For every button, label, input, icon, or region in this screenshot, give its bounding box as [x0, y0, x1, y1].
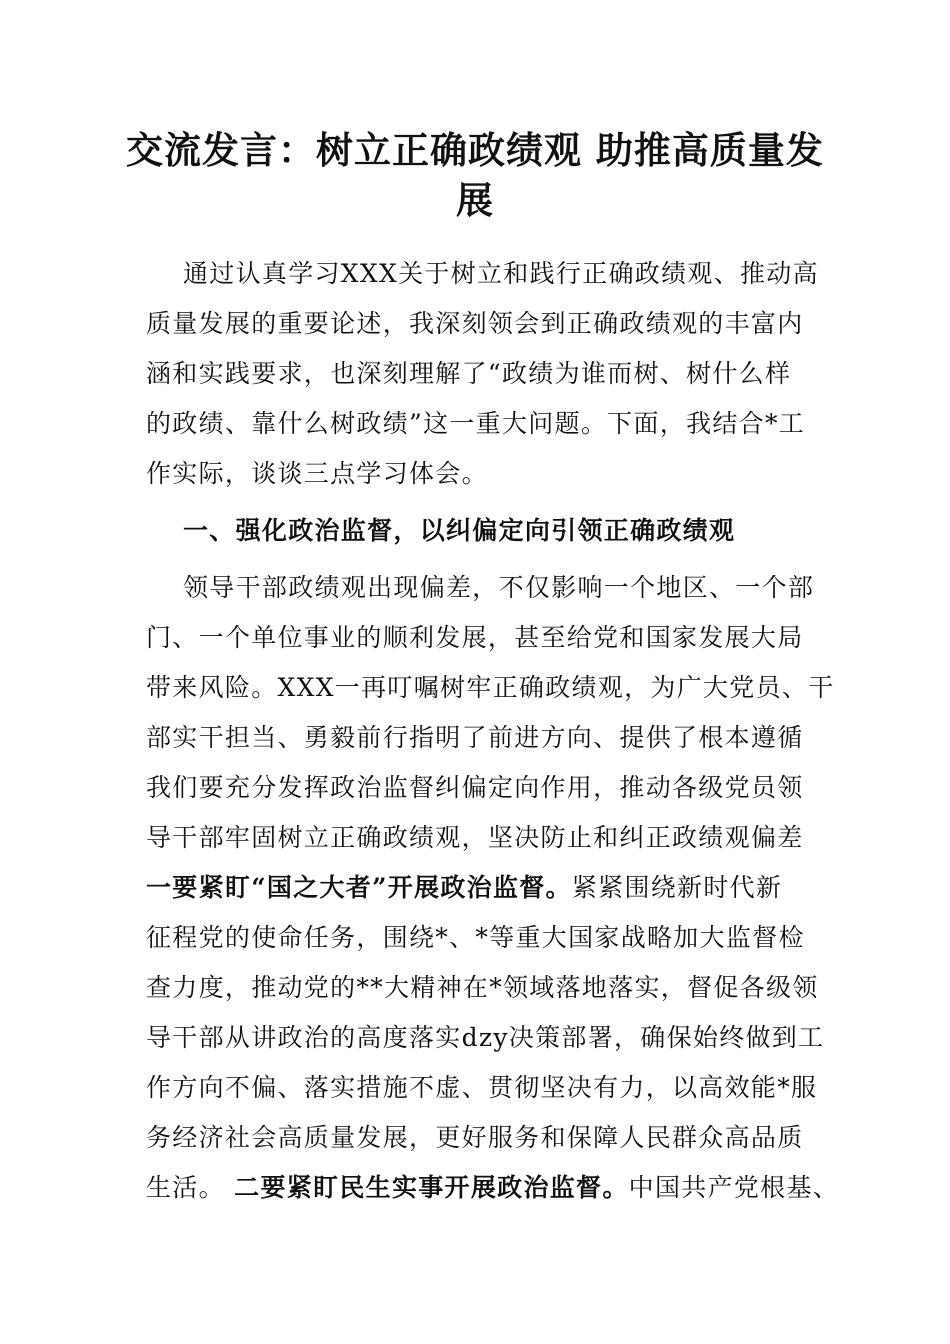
paragraph-3-last-rest: 中国共产党根基、 [628, 1173, 840, 1202]
paragraph-3-line-7 [146, 1172, 840, 1204]
document-title-line-2: 展 [456, 178, 494, 222]
paragraph-3-line-4: 导干部从讲政治的高度落实dzy决策部署，确保始终做到工 [146, 1023, 825, 1052]
paragraph-1-line-5: 作实际，谈谈三点学习体会。 [146, 459, 488, 488]
section-heading-1: 一、强化政治监督，以纠偏定向引领正确政绩观 [183, 516, 736, 545]
paragraph-3-last-prefix: 生活。 [146, 1173, 235, 1202]
paragraph-3-line-6: 务经济社会高质量发展，更好服务和保障人民群众高品质 [146, 1123, 804, 1152]
paragraph-2-line-3: 带来风险。XXX一再叮嘱树牢正确政绩观，为广大党员、干 [146, 673, 835, 702]
paragraph-2-line-6: 导干部牢固树立正确政绩观，坚决防止和纠正政绩观偏差 [146, 823, 804, 852]
paragraph-1-line-3: 涵和实践要求，也深刻理解了“政绩为谁而树、树什么样 [146, 359, 792, 388]
document-title-line-1: 交流发言：树立正确政绩观 助推高质量发 [126, 128, 824, 172]
paragraph-1-line-4: 的政绩、靠什么树政绩”这一重大问题。下面，我结合*工 [146, 409, 806, 438]
paragraph-3-line-1 [146, 872, 836, 904]
paragraph-2-line-5: 我们要充分发挥政治监督纠偏定向作用，推动各级党员领 [146, 773, 804, 802]
paragraph-3-last-bold: 二要紧盯民生实事开展政治监督。 [234, 1173, 629, 1202]
paragraph-3-line-2: 征程党的使命任务，围绕*、*等重大国家战略加大监督检 [146, 923, 805, 952]
paragraph-3-bold-lead: 一要紧盯“国之大者”开展政治监督。 [146, 873, 572, 902]
paragraph-3-lead-rest: 紧紧围绕新时代新 [571, 873, 783, 902]
paragraph-2-line-4: 部实干担当、勇毅前行指明了前进方向、提供了根本遵循 [146, 723, 804, 752]
paragraph-1-line-1: 通过认真学习XXX关于树立和践行正确政绩观、推动高 [183, 259, 819, 288]
paragraph-3-line-5: 作方向不偏、落实措施不虚、贯彻坚决有力，以高效能*服 [146, 1073, 818, 1102]
paragraph-2-line-1: 领导干部政绩观出现偏差，不仅影响一个地区、一个部 [183, 573, 815, 602]
paragraph-1-line-2: 质量发展的重要论述，我深刻领会到正确政绩观的丰富内 [146, 309, 804, 338]
paragraph-2-line-2: 门、一个单位事业的顺利发展，甚至给党和国家发展大局 [146, 623, 804, 652]
paragraph-3-line-3: 查力度，推动党的**大精神在*领域落地落实，督促各级领 [146, 973, 819, 1002]
